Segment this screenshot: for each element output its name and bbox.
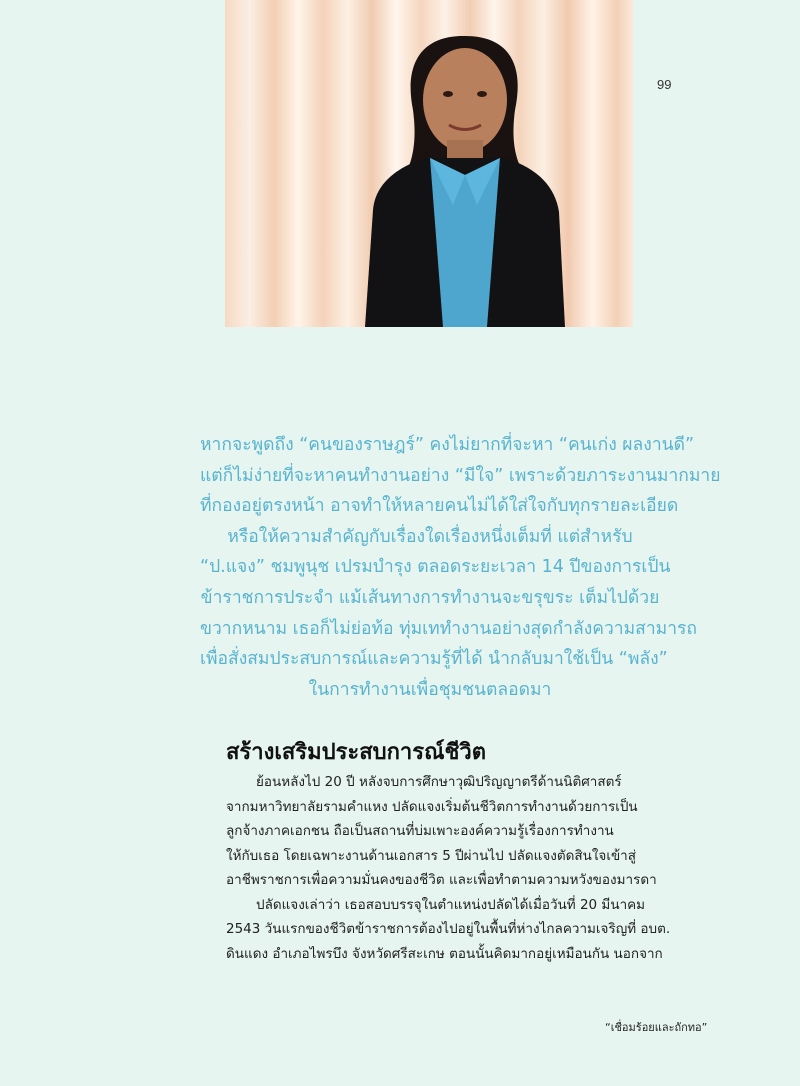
portrait-illustration <box>225 0 633 327</box>
intro-line: ในการทำงานเพื่อชุมชนตลอดมา <box>308 679 552 700</box>
intro-line: หรือให้ความสำคัญกับเรื่องใดเรื่องหนึ่งเต็มที่ แต่สำหรับ <box>227 526 633 547</box>
body-line: จากมหาวิทยาลัยรามคำแหง ปลัดแจงเริ่มต้นชีวิตการทำงานด้วยการเป็น <box>226 798 638 815</box>
intro-line: ขวากหนาม เธอก็ไม่ย่อท้อ ทุ่มเททำงานอย่างสุดกำลังความสามารถ <box>200 618 698 639</box>
intro-line: ที่กองอยู่ตรงหน้า อาจทำให้หลายคนไม่ได้ใส่ใจกับทุกรายละเอียด <box>200 496 679 517</box>
body-line: อาชีพราชการเพื่อความมั่นคงของชีวิต และเพื่อทำตามความหวังของมารดา <box>226 872 657 888</box>
body-line: ให้กับเธอ โดยเฉพาะงานด้านเอกสาร 5 ปีผ่านไป ปลัดแจงตัดสินใจเข้าสู่ <box>226 847 636 864</box>
intro-line: “ป.แจง” ชมพูนุช เปรมบำรุง ตลอดระยะเวลา 14 ปีของการเป็น <box>200 557 671 578</box>
intro-line: หากจะพูดถึง “คนของราษฎร์” คงไม่ยากที่จะหา “คนเก่ง ผลงานดี” <box>200 435 695 455</box>
intro-paragraph <box>200 430 721 705</box>
body-line: ดินแดง อำเภอไพรบึง จังหวัดศรีสะเกษ ตอนนั้นคิดมากอยู่เหมือนกัน นอกจาก <box>226 945 663 962</box>
intro-line: เพื่อสั่งสมประสบการณ์และความรู้ที่ได้ นำกลับมาใช้เป็น “พลัง” <box>200 649 668 670</box>
portrait-photo <box>225 0 633 327</box>
section-heading: สร้างเสริมประสบการณ์ชีวิต <box>226 740 487 765</box>
body-line: ปลัดแจงเล่าว่า เธอสอบบรรจุในตำแหน่งปลัดได้เมื่อวันที่ 20 มีนาคม <box>256 896 646 913</box>
footer-title: “เชื่อมร้อยและถักทอ” <box>605 1021 708 1034</box>
body-line: ย้อนหลังไป 20 ปี หลังจบการศึกษาวุฒิปริญญาตรีด้านนิติศาสตร์ <box>256 774 622 790</box>
intro-line: แต่ก็ไม่ง่ายที่จะหาคนทำงานอย่าง “มีใจ” เพราะด้วยภาระงานมากมาย <box>200 465 721 486</box>
body-line: 2543 วันแรกของชีวิตข้าราชการต้องไปอยู่ในพื้นที่ห่างไกลความเจริญที่ อบต. <box>226 921 671 937</box>
page-number: 99 <box>657 77 672 92</box>
intro-line: ข้าราชการประจำ แม้เส้นทางการทำงานจะขรุขระ เต็มไปด้วย <box>200 587 660 608</box>
body-line: ลูกจ้างภาคเอกชน ถือเป็นสถานที่บ่มเพาะองค์ความรู้เรื่องการทำงาน <box>226 823 614 839</box>
body-text <box>226 770 671 966</box>
